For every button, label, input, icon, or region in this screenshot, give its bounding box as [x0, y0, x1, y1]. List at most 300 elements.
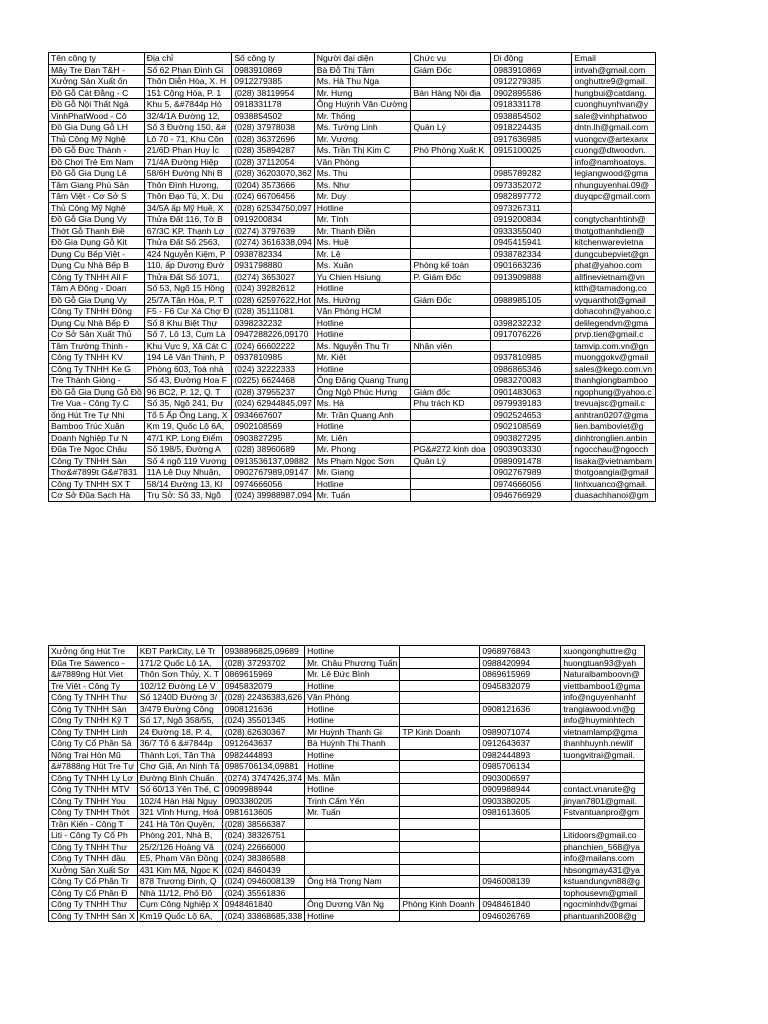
- representative-cell: Mr. Hưng: [314, 87, 411, 99]
- company-cell: Tâm Trường Thịnh -: [49, 340, 145, 352]
- representative-cell: Hotline: [305, 715, 400, 727]
- address-cell: 34/5A ấp Mỹ Huề, X: [144, 202, 232, 214]
- table-row: [49, 283, 656, 295]
- company-phone-cell: (024) 38326751: [222, 830, 304, 842]
- company-phone-cell: (028) 38566387: [222, 818, 304, 830]
- table-row: [49, 271, 656, 283]
- email-cell: info@nguyenhanhf: [561, 692, 645, 704]
- table-row: [49, 386, 656, 398]
- table-row: [49, 260, 656, 272]
- representative-cell: Hotline: [314, 421, 411, 433]
- table-row: [49, 156, 656, 168]
- company-cell: Dụng Cụ Nhà Bếp Đ: [49, 317, 145, 329]
- mobile-cell: 0946026769: [480, 910, 561, 922]
- company-phone-cell: (028) 38119954: [232, 87, 314, 99]
- representative-cell: Hotline: [305, 646, 400, 658]
- mobile-cell: 0968976843: [480, 646, 561, 658]
- mobile-cell: 0983910869: [491, 64, 572, 76]
- representative-cell: [305, 818, 400, 830]
- email-cell: vuongcv@artexanx: [572, 133, 656, 145]
- representative-cell: Hotline: [314, 283, 411, 295]
- company-phone-cell: 0947288226,09170: [232, 329, 314, 341]
- table-row: [49, 409, 656, 421]
- company-cell: Đồ Gỗ Gia Dụng Lê: [49, 168, 145, 180]
- address-cell: Số 3 Đường 150, &#: [144, 122, 232, 134]
- company-phone-cell: 0908121636: [222, 703, 304, 715]
- representative-cell: Ms. Hường: [314, 294, 411, 306]
- company-phone-cell: 0938854502: [232, 110, 314, 122]
- address-cell: Số 4 ngõ 119 Vương: [144, 455, 232, 467]
- email-cell: ngocminhdv@gmai: [561, 899, 645, 911]
- header-cell: Chức vụ: [411, 53, 491, 65]
- mobile-cell: 0913909888: [491, 271, 572, 283]
- company-cell: Thớt Gỗ Thanh Điề: [49, 225, 145, 237]
- representative-cell: [305, 853, 400, 865]
- address-cell: 3/479 Đường Công: [137, 703, 222, 715]
- representative-cell: Hotline: [314, 478, 411, 490]
- address-cell: Số 198/5, Đường A: [144, 444, 232, 456]
- company-phone-cell: (024) 62944845,097: [232, 398, 314, 410]
- table-row: [49, 853, 645, 865]
- table-row: [49, 818, 645, 830]
- table-row: [49, 432, 656, 444]
- table-row: [49, 795, 645, 807]
- address-cell: 171/2 Quốc Lộ 1A,: [137, 657, 222, 669]
- company-cell: Công Ty TNHH Linh: [49, 726, 138, 738]
- email-cell: muonggokv@gmail: [572, 352, 656, 364]
- address-cell: Lô 70 - 71, Khu Côn: [144, 133, 232, 145]
- company-cell: Thơ&#7899t G&#7831: [49, 467, 145, 479]
- table-row: [49, 99, 656, 111]
- mobile-cell: 0937810985: [491, 352, 572, 364]
- table-row: [49, 657, 645, 669]
- email-cell: ngocchau@ngocch: [572, 444, 656, 456]
- position-cell: [411, 76, 491, 88]
- email-cell: ngophung@yahoo.c: [572, 386, 656, 398]
- mobile-cell: 0979939183: [491, 398, 572, 410]
- company-phone-cell: 0902108569: [232, 421, 314, 433]
- table-row: [49, 214, 656, 226]
- address-cell: Phòng 201, Nhà B,: [137, 830, 222, 842]
- table-row: [49, 122, 656, 134]
- email-cell: anhtran0207@gma: [572, 409, 656, 421]
- position-cell: [411, 168, 491, 180]
- table-row: [49, 168, 656, 180]
- table-row: [49, 772, 645, 784]
- email-cell: viettbamboo1@gma: [561, 680, 645, 692]
- representative-cell: Ông Hà Trọng Nam: [305, 876, 400, 888]
- address-cell: E5, Phạm Văn Đồng: [137, 853, 222, 865]
- company-phone-cell: 0869615969: [222, 669, 304, 681]
- representative-cell: Ms. Mẫn: [305, 772, 400, 784]
- position-cell: [400, 669, 480, 681]
- mobile-cell: 0917076226: [491, 329, 572, 341]
- table-row: [49, 306, 656, 318]
- company-cell: Đồ Gia Dụng Gỗ LH: [49, 122, 145, 134]
- position-cell: [411, 99, 491, 111]
- company-phone-cell: 0982444893: [222, 749, 304, 761]
- mobile-cell: 0901663236: [491, 260, 572, 272]
- representative-cell: Mr. Kiệt: [314, 352, 411, 364]
- mobile-cell: 0902108569: [491, 421, 572, 433]
- company-cell: Đồ Gỗ Gia Dụng Vy: [49, 294, 145, 306]
- position-cell: Quản Lý: [411, 122, 491, 134]
- company-phone-cell: (028) 35894287: [232, 145, 314, 157]
- table-row: [49, 225, 656, 237]
- company-phone-cell: (024) 39988987,094: [232, 490, 314, 502]
- company-cell: Tre Việt - Công Ty: [49, 680, 138, 692]
- address-cell: Thửa Đất 116, Tờ B: [144, 214, 232, 226]
- position-cell: Phụ trách KD: [411, 398, 491, 410]
- table-row: [49, 749, 645, 761]
- email-cell: lien.bamboviet@g: [572, 421, 656, 433]
- representative-cell: Ms Phạm Ngọc Sơn: [314, 455, 411, 467]
- position-cell: [411, 490, 491, 502]
- position-cell: [400, 738, 480, 750]
- table-row: [49, 864, 645, 876]
- representative-cell: Ông Đặng Quang Trung: [314, 375, 411, 387]
- mobile-cell: 0981613605: [480, 807, 561, 819]
- address-cell: 67/3C KP. Thạnh Lợ: [144, 225, 232, 237]
- table-row: [49, 841, 645, 853]
- position-cell: [411, 237, 491, 249]
- email-cell: xuongonghuttre@g: [561, 646, 645, 658]
- email-cell: phantuanh2008@g: [561, 910, 645, 922]
- email-cell: contact.vnarute@g: [561, 784, 645, 796]
- company-phone-cell: (028) 37112054: [232, 156, 314, 168]
- position-cell: [400, 715, 480, 727]
- company-cell: Công Ty TNHH Kỹ T: [49, 715, 138, 727]
- email-cell: hungbui@catdang.: [572, 87, 656, 99]
- address-cell: Chợ Giã, An Ninh Tâ: [137, 761, 222, 773]
- representative-cell: Ms. Tường Linh: [314, 122, 411, 134]
- representative-cell: Mr. Châu Phương Tuấn: [305, 657, 400, 669]
- email-cell: allfinevietnam@vn: [572, 271, 656, 283]
- position-cell: Giám Đốc: [411, 64, 491, 76]
- position-cell: [400, 680, 480, 692]
- position-cell: [400, 807, 480, 819]
- mobile-cell: 0903827295: [491, 432, 572, 444]
- mobile-cell: [491, 340, 572, 352]
- company-phone-cell: 0974666056: [232, 478, 314, 490]
- position-cell: [411, 225, 491, 237]
- company-phone-cell: (028) 37978038: [232, 122, 314, 134]
- table-row: [49, 248, 656, 260]
- mobile-cell: [480, 864, 561, 876]
- table-row: [49, 738, 645, 750]
- company-phone-cell: (024) 38386588: [222, 853, 304, 865]
- company-cell: Bamboo Trúc Xuân: [49, 421, 145, 433]
- header-cell: Địa chỉ: [144, 53, 232, 65]
- email-cell: intvah@gmail.com: [572, 64, 656, 76]
- mobile-cell: 0908121636: [480, 703, 561, 715]
- company-phone-cell: 0912279385: [232, 76, 314, 88]
- position-cell: [400, 749, 480, 761]
- table-row: [49, 110, 656, 122]
- table-row: [49, 340, 656, 352]
- mobile-cell: 0915100025: [491, 145, 572, 157]
- representative-cell: Bà Đỗ Thị Tâm: [314, 64, 411, 76]
- company-cell: Liti - Công Ty Cổ Ph: [49, 830, 138, 842]
- email-cell: tuongvitrai@gmail.: [561, 749, 645, 761]
- email-cell: hbsongmay431@ya: [561, 864, 645, 876]
- company-cell: Cơ Sở Đũa Sạch Hà: [49, 490, 145, 502]
- table-row: [49, 237, 656, 249]
- company-cell: Công Ty TNHH Ke G: [49, 363, 145, 375]
- address-cell: Thôn Diễn Hòa, X. H: [144, 76, 232, 88]
- company-phone-cell: (0274) 3653027: [232, 271, 314, 283]
- address-cell: Số 8 Khu Biệt Thự: [144, 317, 232, 329]
- address-cell: Khu 5, &#7844p Hò: [144, 99, 232, 111]
- mobile-cell: 0946008139: [480, 876, 561, 888]
- representative-cell: Ms. Nguyễn Thu Tr: [314, 340, 411, 352]
- company-cell: Đồ Gỗ Đức Thành -: [49, 145, 145, 157]
- company-cell: Đũa Tre Sawenco -: [49, 657, 138, 669]
- address-cell: Km 19, Quốc Lộ 6A,: [144, 421, 232, 433]
- position-cell: Bán Hàng Nội địa: [411, 87, 491, 99]
- table-row: [49, 680, 645, 692]
- table-row: [49, 490, 656, 502]
- mobile-cell: [480, 692, 561, 704]
- email-cell: dohacohn@yahoo.c: [572, 306, 656, 318]
- mobile-cell: 0903903330: [491, 444, 572, 456]
- address-cell: Nhà 11/12, Phố Đô: [137, 887, 222, 899]
- representative-cell: Mr. Lệ: [314, 248, 411, 260]
- mobile-cell: 0912643637: [480, 738, 561, 750]
- position-cell: [411, 409, 491, 421]
- mobile-cell: 0903380205: [480, 795, 561, 807]
- representative-cell: Ms. Hà Thu Nga: [314, 76, 411, 88]
- address-cell: Số 17, Ngõ 358/55,: [137, 715, 222, 727]
- representative-cell: Văn Phòng: [305, 692, 400, 704]
- company-phone-cell: 0903380205: [222, 795, 304, 807]
- table-row: [49, 421, 656, 433]
- representative-cell: Hotline: [305, 784, 400, 796]
- company-phone-cell: (028) 62630367: [222, 726, 304, 738]
- representative-cell: Ông Ngô Phúc Hưng: [314, 386, 411, 398]
- company-cell: Tâm Giang Phú Sản: [49, 179, 145, 191]
- email-cell: lisaka@vietnambam: [572, 455, 656, 467]
- company-phone-cell: 0945832079: [222, 680, 304, 692]
- address-cell: 878 Trương Định, Q: [137, 876, 222, 888]
- email-cell: phat@yahoo.com: [572, 260, 656, 272]
- representative-cell: Mr. Tuấn: [305, 807, 400, 819]
- company-cell: Đũa Tre Ngọc Châu: [49, 444, 145, 456]
- address-cell: 110, ấp Dương Đườ: [144, 260, 232, 272]
- header-cell: Tên công ty: [49, 53, 145, 65]
- company-phone-cell: 0909988944: [222, 784, 304, 796]
- header-cell: Di động: [491, 53, 572, 65]
- email-cell: dungcubepviet@gn: [572, 248, 656, 260]
- email-cell: thanhgiongbamboo: [572, 375, 656, 387]
- email-cell: thanhhuynh.newlif: [561, 738, 645, 750]
- mobile-cell: 0946766929: [491, 490, 572, 502]
- mobile-cell: 0973267311: [491, 202, 572, 214]
- position-cell: PG&#272 kinh doa: [411, 444, 491, 456]
- position-cell: [400, 841, 480, 853]
- address-cell: 424 Nguyễn Kiệm, P: [144, 248, 232, 260]
- address-cell: Cụm Công Nghiệp X: [137, 899, 222, 911]
- table-row: [49, 807, 645, 819]
- company-phone-cell: 0931798880: [232, 260, 314, 272]
- company-cell: Công Ty TNHH Sản: [49, 455, 145, 467]
- position-cell: [400, 784, 480, 796]
- company-phone-cell: 0938896825,09689: [222, 646, 304, 658]
- representative-cell: Hotline: [305, 703, 400, 715]
- position-cell: [411, 421, 491, 433]
- company-phone-cell: (024) 0946008139: [222, 876, 304, 888]
- address-cell: Tổ 5 Ấp Ông Lang, X: [144, 409, 232, 421]
- address-cell: 321 Vĩnh Hưng, Hoả: [137, 807, 222, 819]
- email-cell: onghuttre9@gmail.: [572, 76, 656, 88]
- address-cell: 194 Lê Văn Thịnh, P: [144, 352, 232, 364]
- mobile-cell: 0938854502: [491, 110, 572, 122]
- email-cell: [561, 772, 645, 784]
- mobile-cell: 0988985105: [491, 294, 572, 306]
- company-cell: Dụng Cụ Bếp Việt -: [49, 248, 145, 260]
- company-phone-cell: 0938782334: [232, 248, 314, 260]
- representative-cell: Hotline: [314, 329, 411, 341]
- mobile-cell: [491, 156, 572, 168]
- email-cell: phanchien_568@ya: [561, 841, 645, 853]
- company-cell: Công Ty TNHH Thớt: [49, 807, 138, 819]
- email-cell: ktth@tamadong.co: [572, 283, 656, 295]
- company-cell: Công Ty TNHH Thư: [49, 841, 138, 853]
- company-cell: Đồ Gỗ Nội Thất Ngà: [49, 99, 145, 111]
- contacts-table-top: [48, 52, 656, 502]
- company-phone-cell: (024) 33868685,338: [222, 910, 304, 922]
- email-cell: tophousevn@gmail: [561, 887, 645, 899]
- address-cell: Số 1240D Đường 3/: [137, 692, 222, 704]
- email-cell: dinhtronglien.anbin: [572, 432, 656, 444]
- position-cell: [411, 352, 491, 364]
- table-row: [49, 145, 656, 157]
- position-cell: Nhân viên: [411, 340, 491, 352]
- email-cell: duyqpc@gmail.com: [572, 191, 656, 203]
- mobile-cell: 0918331178: [491, 99, 572, 111]
- company-cell: Tre Thành Giòng -: [49, 375, 145, 387]
- representative-cell: Mr. Tính: [314, 214, 411, 226]
- address-cell: Thửa Đất Số 2563,: [144, 237, 232, 249]
- email-cell: thotgothanhdien@: [572, 225, 656, 237]
- table-row: [49, 715, 645, 727]
- company-cell: Doanh Nghiệp Tư N: [49, 432, 145, 444]
- email-cell: sale@vinhphatwoo: [572, 110, 656, 122]
- company-phone-cell: (028) 36203070,362: [232, 168, 314, 180]
- table-row: [49, 352, 656, 364]
- address-cell: 241 Hà Tôn Quyền,: [137, 818, 222, 830]
- position-cell: [411, 283, 491, 295]
- mobile-cell: [480, 818, 561, 830]
- position-cell: [400, 853, 480, 865]
- representative-cell: Ms. Huệ: [314, 237, 411, 249]
- table-row: [49, 910, 645, 922]
- position-cell: P. Giám Đốc: [411, 271, 491, 283]
- email-cell: jinyan7801@gmail.: [561, 795, 645, 807]
- email-cell: Naturalbamboovn@: [561, 669, 645, 681]
- company-phone-cell: 0902767989,09147: [232, 467, 314, 479]
- table-row: [49, 830, 645, 842]
- position-cell: [400, 876, 480, 888]
- company-phone-cell: 0919200834: [232, 214, 314, 226]
- table-row: [49, 294, 656, 306]
- company-phone-cell: 0985706134,09881: [222, 761, 304, 773]
- address-cell: Số 60/13 Yên Thế, C: [137, 784, 222, 796]
- company-cell: Đồ Gỗ Gia Dụng Vy: [49, 214, 145, 226]
- representative-cell: Văn Phòng: [314, 156, 411, 168]
- address-cell: 24 Đường 18, P. 4,: [137, 726, 222, 738]
- representative-cell: Bà Huỳnh Thị Thanh: [305, 738, 400, 750]
- representative-cell: Yu Chien Hsiung: [314, 271, 411, 283]
- company-phone-cell: (024) 66602222: [232, 340, 314, 352]
- mobile-cell: 0903006597: [480, 772, 561, 784]
- email-cell: sales@kego.com.vn: [572, 363, 656, 375]
- mobile-cell: 0982897772: [491, 191, 572, 203]
- mobile-cell: 0973352072: [491, 179, 572, 191]
- email-cell: dntn.lh@gmail.com: [572, 122, 656, 134]
- email-cell: [561, 761, 645, 773]
- mobile-cell: [491, 283, 572, 295]
- address-cell: 102/4 Hàn Hải Nguy: [137, 795, 222, 807]
- mobile-cell: 0982444893: [480, 749, 561, 761]
- address-cell: Đường Bình Chuẩn: [137, 772, 222, 784]
- representative-cell: Mr. Lê Đức Bình: [305, 669, 400, 681]
- email-cell: duasachhanoi@gm: [572, 490, 656, 502]
- email-cell: nhunguyenhai.09@: [572, 179, 656, 191]
- mobile-cell: 0919200834: [491, 214, 572, 226]
- table-row: [49, 455, 656, 467]
- table-row: [49, 64, 656, 76]
- company-phone-cell: 0903827295: [232, 432, 314, 444]
- table-row: [49, 317, 656, 329]
- position-cell: [411, 478, 491, 490]
- address-cell: Số 7, Lô 13, Cụm Là: [144, 329, 232, 341]
- address-cell: 11A Lê Duy Nhuận,: [144, 467, 232, 479]
- address-cell: 96 BC2, P. 12, Q. T: [144, 386, 232, 398]
- table-row: [49, 876, 645, 888]
- table-row: [49, 467, 656, 479]
- table-row: [49, 179, 656, 191]
- position-cell: Phòng kế toán: [411, 260, 491, 272]
- position-cell: [400, 657, 480, 669]
- address-cell: 21/6D Phan Huy Íc: [144, 145, 232, 157]
- mobile-cell: 0902767989: [491, 467, 572, 479]
- company-cell: Công Ty TNHH Ly Lơ: [49, 772, 138, 784]
- representative-cell: Trịnh Cẩm Yến: [305, 795, 400, 807]
- company-cell: Dụng Cụ Nhà Bếp B: [49, 260, 145, 272]
- representative-cell: Hotline: [305, 680, 400, 692]
- mobile-cell: 0988420994: [480, 657, 561, 669]
- table-row: [49, 692, 645, 704]
- company-phone-cell: (028) 37955237: [232, 386, 314, 398]
- position-cell: [411, 133, 491, 145]
- company-cell: Thủ Công Mỹ Nghệ: [49, 202, 145, 214]
- address-cell: 71/4A Đường Hiệp: [144, 156, 232, 168]
- representative-cell: Ms. Như: [314, 179, 411, 191]
- email-cell: trangiawood.vn@g: [561, 703, 645, 715]
- representative-cell: Ông Huỳnh Văn Cường: [314, 99, 411, 111]
- company-phone-cell: (0274) 3616338,094: [232, 237, 314, 249]
- email-cell: [561, 818, 645, 830]
- email-cell: vyquanthot@gmail: [572, 294, 656, 306]
- email-cell: cuong@dtwoodvn.: [572, 145, 656, 157]
- mobile-cell: [480, 841, 561, 853]
- address-cell: 25/2/126 Hoàng Vă: [137, 841, 222, 853]
- position-cell: [411, 179, 491, 191]
- company-phone-cell: (0204) 3573666: [232, 179, 314, 191]
- mobile-cell: [491, 306, 572, 318]
- company-phone-cell: (024) 32222333: [232, 363, 314, 375]
